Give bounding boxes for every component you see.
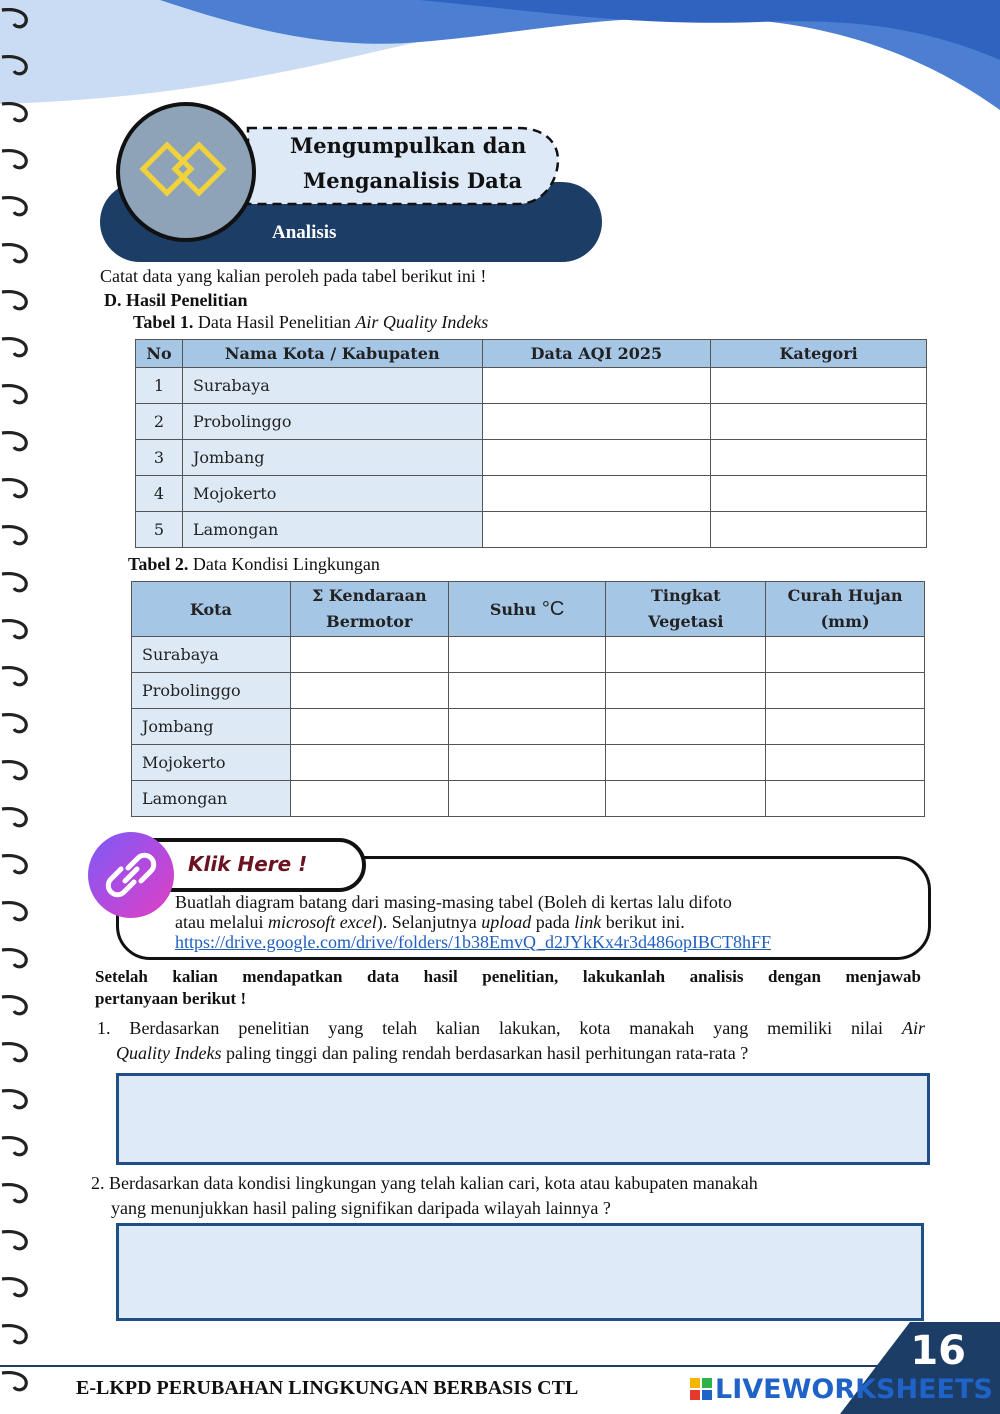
vehicles-input-cell[interactable] xyxy=(290,637,448,673)
intro-text: Catat data yang kalian peroleh pada tabel berikut ini ! xyxy=(100,266,487,286)
table-row xyxy=(136,512,927,548)
city-name: Probolinggo xyxy=(132,673,291,709)
city-name: Mojokerto xyxy=(132,745,291,781)
table-row xyxy=(136,440,927,476)
link-badge[interactable] xyxy=(88,832,174,918)
table2-caption-label: Tabel 2. xyxy=(128,554,189,574)
p2-text-g: berikut ini. xyxy=(601,912,685,932)
q1-text-a: 1. Berdasarkan penelitian yang telah kalian lakukan, kota manakah yang memiliki nilai xyxy=(97,1018,902,1038)
q1-text-b: paling tinggi dan paling rendah berdasarkan hasil perhitungan rata-rata ? xyxy=(221,1043,749,1063)
vegetation-input-cell[interactable] xyxy=(606,637,766,673)
row-number: 5 xyxy=(136,512,183,548)
aqi-input-cell[interactable] xyxy=(482,512,711,548)
section-title: D. Hasil Penelitian xyxy=(104,290,248,310)
spiral-binding xyxy=(0,0,40,1414)
table-row xyxy=(136,404,927,440)
question1-line1 xyxy=(97,1018,925,1039)
temperature-input-cell[interactable] xyxy=(448,673,606,709)
vegetation-input-cell[interactable] xyxy=(606,745,766,781)
row-number: 2 xyxy=(136,404,183,440)
table1-caption xyxy=(133,312,488,333)
temperature-input-cell[interactable] xyxy=(448,781,606,817)
page-number: 16 xyxy=(910,1328,966,1374)
vehicles-input-cell[interactable] xyxy=(290,673,448,709)
table-row xyxy=(136,368,927,404)
rainfall-input-cell[interactable] xyxy=(766,637,925,673)
city-name: Lamongan xyxy=(182,512,482,548)
temperature-header-unit: °C xyxy=(541,597,565,620)
header-title-line1: Mengumpulkan dan xyxy=(290,133,527,158)
table1 xyxy=(135,339,927,548)
vegetation-input-cell[interactable] xyxy=(606,781,766,817)
klik-here-label[interactable]: Klik Here ! xyxy=(188,852,308,876)
table2-caption xyxy=(128,554,380,575)
city-name: Probolinggo xyxy=(182,404,482,440)
temperature-input-cell[interactable] xyxy=(448,745,606,781)
liveworksheets-brand xyxy=(690,1374,993,1405)
vehicles-input-cell[interactable] xyxy=(290,745,448,781)
category-input-cell[interactable] xyxy=(711,368,927,404)
liveworksheets-label: LIVEWORKSHEETS xyxy=(715,1374,993,1405)
table1-header-aqi: Data AQI 2025 xyxy=(482,340,711,368)
category-input-cell[interactable] xyxy=(711,512,927,548)
table1-header-category: Kategori xyxy=(711,340,927,368)
upload-paragraph-line1: Buatlah diagram batang dari masing-masing tabel (Boleh di kertas lalu difoto xyxy=(175,892,732,912)
rainfall-input-cell[interactable] xyxy=(766,745,925,781)
aqi-input-cell[interactable] xyxy=(482,368,711,404)
answer-box-1[interactable] xyxy=(116,1073,930,1165)
q1-text-air: Air xyxy=(901,1018,925,1038)
p2-link: link xyxy=(574,912,602,932)
drive-folder-link[interactable]: https://drive.google.com/drive/folders/1b38EmvQ_d2JYkKx4r3d486opIBCT8hFF xyxy=(175,932,771,952)
temperature-input-cell[interactable] xyxy=(448,709,606,745)
table-row xyxy=(132,709,925,745)
p2-microsoft-excel: microsoft excel xyxy=(267,912,377,932)
vegetation-header-line1: Tingkat xyxy=(651,586,721,605)
aqi-input-cell[interactable] xyxy=(482,476,711,512)
vehicles-header-line2: Bermotor xyxy=(326,612,413,631)
vehicles-input-cell[interactable] xyxy=(290,781,448,817)
answer-box-2[interactable] xyxy=(116,1223,924,1321)
table2-header-city: Kota xyxy=(132,582,291,637)
header-subtitle: Analisis xyxy=(272,222,337,243)
city-name: Jombang xyxy=(182,440,482,476)
table2-header-vehicles xyxy=(290,582,448,637)
vehicles-header-line1: Σ Kendaraan xyxy=(311,586,427,605)
table2-header-vegetation xyxy=(606,582,766,637)
table2 xyxy=(131,581,925,817)
row-number: 1 xyxy=(136,368,183,404)
question2-line2: yang menunjukkan hasil paling signifikan daripada wilayah lainnya ? xyxy=(111,1198,611,1218)
p2-text-c: ). Selanjutnya xyxy=(376,912,482,932)
table1-caption-italic: Air Quality Indeks xyxy=(355,312,489,332)
header-title-line2: Menganalisis Data xyxy=(303,168,523,193)
city-name: Surabaya xyxy=(182,368,482,404)
instruction-line2: pertanyaan berikut ! xyxy=(95,989,247,1008)
table2-header-rainfall xyxy=(766,582,925,637)
p2-text-a: atau melalui xyxy=(175,912,268,932)
city-name: Mojokerto xyxy=(182,476,482,512)
aqi-input-cell[interactable] xyxy=(482,404,711,440)
city-name: Surabaya xyxy=(132,637,291,673)
table1-caption-text: Data Hasil Penelitian xyxy=(193,312,356,332)
table-row xyxy=(136,476,927,512)
vegetation-input-cell[interactable] xyxy=(606,709,766,745)
p2-text-e: pada xyxy=(531,912,575,932)
question1-line2 xyxy=(116,1043,748,1064)
row-number: 3 xyxy=(136,440,183,476)
category-input-cell[interactable] xyxy=(711,476,927,512)
table1-caption-label: Tabel 1. xyxy=(133,312,194,332)
table1-header-city: Nama Kota / Kabupaten xyxy=(182,340,482,368)
rainfall-header-line1: Curah Hujan xyxy=(787,586,903,605)
vegetation-input-cell[interactable] xyxy=(606,673,766,709)
p2-upload: upload xyxy=(481,912,532,932)
table2-header-temperature xyxy=(448,582,606,637)
table1-header-no: No xyxy=(136,340,183,368)
aqi-input-cell[interactable] xyxy=(482,440,711,476)
temperature-header-label: Suhu xyxy=(489,599,537,619)
temperature-input-cell[interactable] xyxy=(448,637,606,673)
question2-line1: 2. Berdasarkan data kondisi lingkungan yang telah kalian cari, kota atau kabupaten manakah xyxy=(91,1173,758,1193)
link-icon xyxy=(88,832,174,918)
category-input-cell[interactable] xyxy=(711,440,927,476)
table-row xyxy=(132,673,925,709)
footer-title: E-LKPD PERUBAHAN LINGKUNGAN BERBASIS CTL xyxy=(76,1377,579,1399)
vegetation-header-line2: Vegetasi xyxy=(648,612,724,631)
q1-quality-indeks: Quality Indeks xyxy=(116,1043,222,1063)
row-number: 4 xyxy=(136,476,183,512)
table-row xyxy=(132,637,925,673)
rainfall-header-line2: (mm) xyxy=(820,612,870,631)
city-name: Jombang xyxy=(132,709,291,745)
liveworksheets-logo-icon xyxy=(690,1378,712,1400)
table-row xyxy=(132,745,925,781)
instruction-line1: Setelah kalian mendapatkan data hasil penelitian, lakukanlah analisis dengan menjawab xyxy=(95,967,921,986)
rainfall-input-cell[interactable] xyxy=(766,781,925,817)
table2-caption-text: Data Kondisi Lingkungan xyxy=(188,554,380,574)
rainfall-input-cell[interactable] xyxy=(766,709,925,745)
rainfall-input-cell[interactable] xyxy=(766,673,925,709)
category-input-cell[interactable] xyxy=(711,404,927,440)
vehicles-input-cell[interactable] xyxy=(290,709,448,745)
city-name: Lamongan xyxy=(132,781,291,817)
table-row xyxy=(132,781,925,817)
upload-paragraph-line2 xyxy=(175,912,881,932)
